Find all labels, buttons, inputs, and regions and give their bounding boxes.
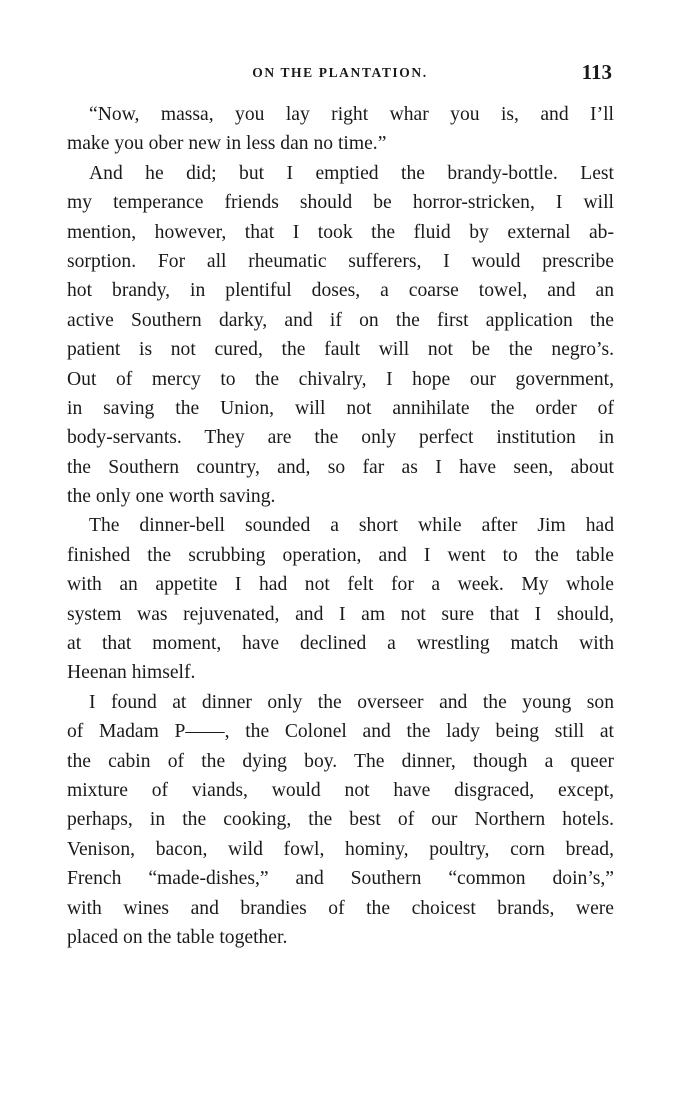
text-line: at that moment, have declined a wrestling match with bbox=[67, 633, 614, 655]
text-line: And he did; but I emptied the brandy-bottle. Lest bbox=[89, 162, 614, 184]
text-line: active Southern darky, and if on the first application the bbox=[67, 309, 614, 331]
text-line: placed on the table together. bbox=[67, 926, 288, 948]
text-line: finished the scrubbing operation, and I went to the table bbox=[67, 544, 614, 566]
text-line: I found at dinner only the overseer and the young son bbox=[89, 691, 614, 713]
text-line: patient is not cured, the fault will not be the negro’s. bbox=[67, 339, 614, 361]
text-line: sorption. For all rheumatic sufferers, I would prescribe bbox=[67, 250, 614, 272]
text-line: with wines and brandies of the choicest brands, were bbox=[67, 897, 614, 919]
text-line: the only one worth saving. bbox=[67, 486, 276, 508]
text-line: make you ober new in less dan no time.” bbox=[67, 133, 387, 155]
text-line: Venison, bacon, wild fowl, hominy, poultry, corn bread, bbox=[67, 838, 614, 860]
text-line: with an appetite I had not felt for a week. My whole bbox=[67, 574, 614, 596]
text-line: The dinner-bell sounded a short while after Jim had bbox=[89, 515, 614, 537]
running-header bbox=[66, 60, 614, 88]
text-line: mention, however, that I took the fluid by external ab- bbox=[67, 221, 614, 243]
running-title: ON THE PLANTATION. bbox=[252, 65, 428, 80]
text-line: Heenan himself. bbox=[67, 662, 196, 684]
text-line: in saving the Union, will not annihilate the order of bbox=[67, 397, 614, 419]
text-line: hot brandy, in plentiful doses, a coarse towel, and an bbox=[67, 280, 614, 302]
text-line: body-servants. They are the only perfect institution in bbox=[67, 427, 614, 449]
text-line: French “made-dishes,” and Southern “common doin’s,” bbox=[67, 868, 614, 890]
text-line: Out of mercy to the chivalry, I hope our government, bbox=[67, 368, 614, 390]
text-line: my temperance friends should be horror-stricken, I will bbox=[67, 192, 614, 214]
text-line: system was rejuvenated, and I am not sure that I should, bbox=[67, 603, 614, 625]
text-line: mixture of viands, would not have disgraced, except, bbox=[67, 779, 614, 801]
body-text bbox=[67, 100, 614, 952]
text-line: “Now, massa, you lay right whar you is, and I’ll bbox=[89, 104, 614, 125]
text-line: perhaps, in the cooking, the best of our Northern hotels. bbox=[67, 809, 614, 831]
text-line: the Southern country, and, so far as I have seen, about bbox=[67, 456, 614, 478]
text-line: the cabin of the dying boy. The dinner, though a queer bbox=[67, 750, 614, 772]
page-number: 113 bbox=[581, 60, 612, 84]
text-line: of Madam P——, the Colonel and the lady being still at bbox=[67, 721, 614, 743]
